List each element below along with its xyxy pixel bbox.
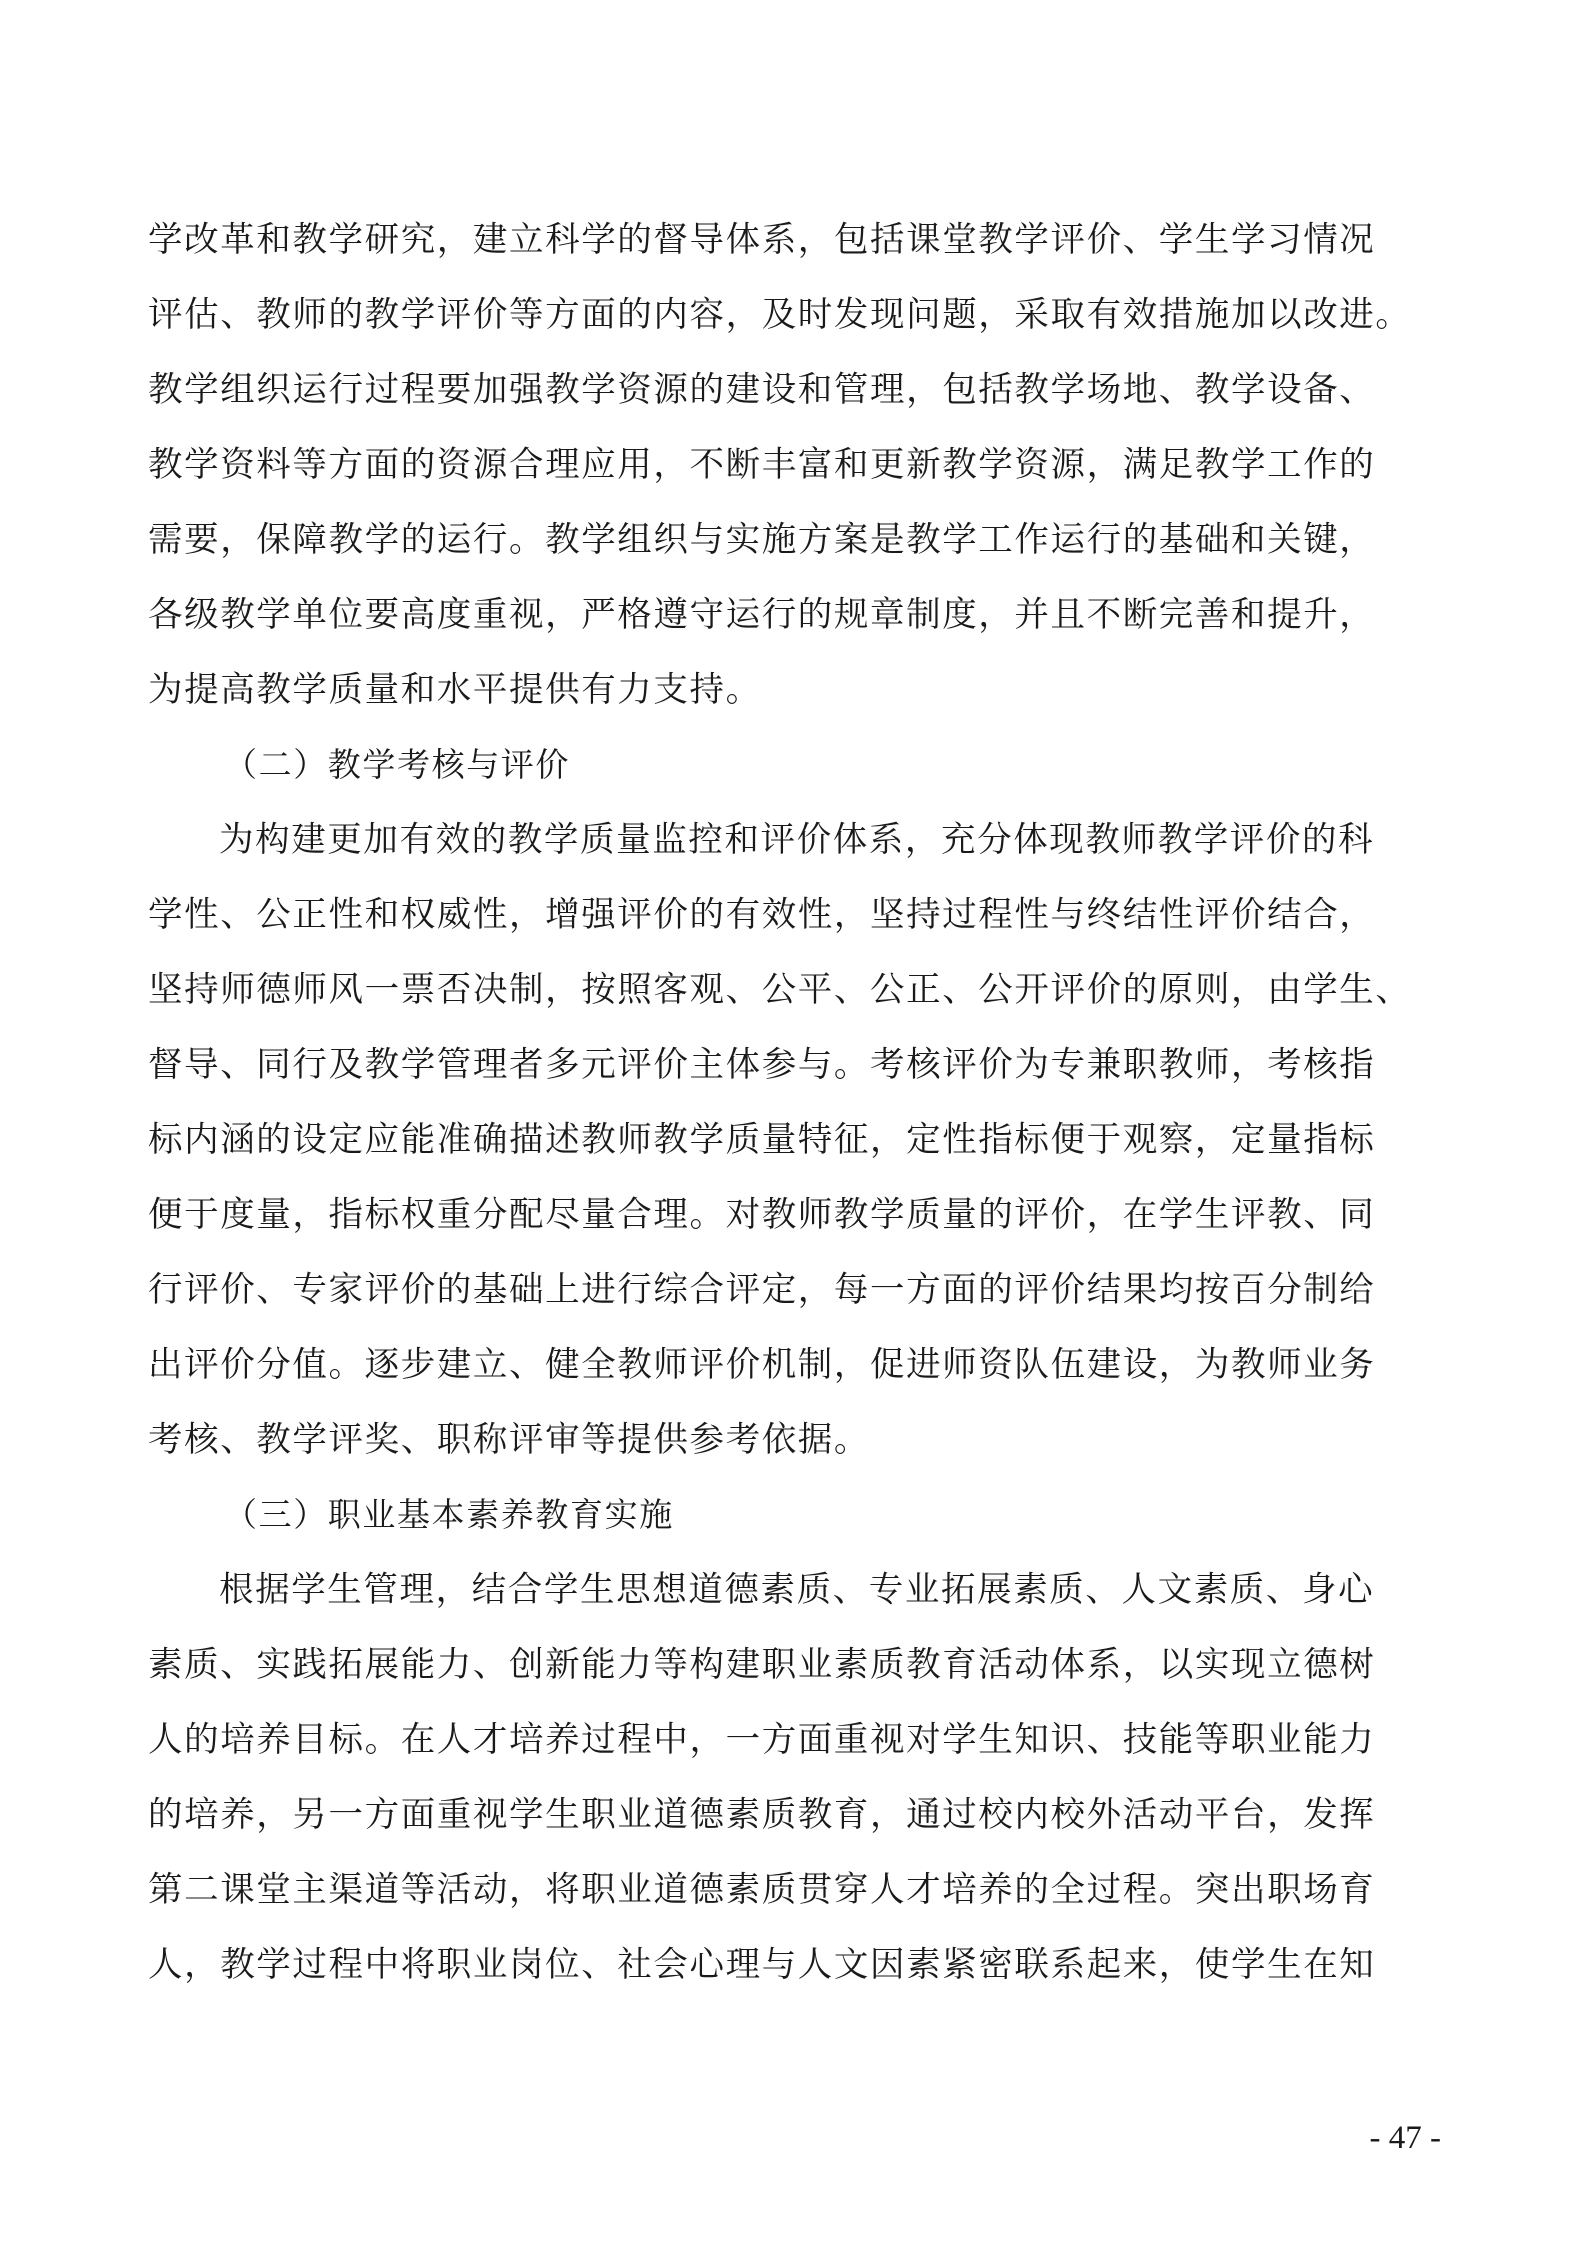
paragraph-line: 考核、教学评奖、职称评审等提供参考依据。 xyxy=(148,1420,870,1460)
paragraph-line: 人的培养目标。在人才培养过程中，一方面重视对学生知识、技能等职业能力 xyxy=(148,1720,1376,1760)
section-heading: （三）职业基本素养教育实施 xyxy=(224,1495,674,1534)
paragraph-line: 督导、同行及教学管理者多元评价主体参与。考核评价为专兼职教师，考核指 xyxy=(148,1045,1376,1085)
paragraph-line: 学性、公正性和权威性，增强评价的有效性，坚持过程性与终结性评价结合， xyxy=(148,895,1376,935)
paragraph-line: 需要，保障教学的运行。教学组织与实施方案是教学工作运行的基础和关键， xyxy=(148,520,1376,560)
paragraph-line: 为构建更加有效的教学质量监控和评价体系，充分体现教师教学评价的科 xyxy=(219,820,1375,860)
paragraph-line: 学改革和教学研究，建立科学的督导体系，包括课堂教学评价、学生学习情况 xyxy=(148,220,1376,260)
paragraph-line: 根据学生管理，结合学生思想道德素质、专业拓展素质、人文素质、身心 xyxy=(219,1570,1375,1610)
paragraph-line: 行评价、专家评价的基础上进行综合评定，每一方面的评价结果均按百分制给 xyxy=(148,1270,1376,1310)
paragraph-line: 的培养，另一方面重视学生职业道德素质教育，通过校内校外活动平台，发挥 xyxy=(148,1795,1376,1835)
paragraph-line: 教学资料等方面的资源合理应用，不断丰富和更新教学资源，满足教学工作的 xyxy=(148,445,1376,485)
page-number: - 47 - xyxy=(1369,2120,1441,2156)
paragraph-line: 第二课堂主渠道等活动，将职业道德素质贯穿人才培养的全过程。突出职场育 xyxy=(148,1870,1376,1910)
paragraph-line: 人，教学过程中将职业岗位、社会心理与人文因素紧密联系起来，使学生在知 xyxy=(148,1945,1376,1985)
paragraph-line: 各级教学单位要高度重视，严格遵守运行的规章制度，并且不断完善和提升， xyxy=(148,595,1376,635)
paragraph-line: 出评价分值。逐步建立、健全教师评价机制，促进师资队伍建设，为教师业务 xyxy=(148,1345,1376,1385)
paragraph-line: 为提高教学质量和水平提供有力支持。 xyxy=(148,670,762,710)
paragraph-line: 教学组织运行过程要加强教学资源的建设和管理，包括教学场地、教学设备、 xyxy=(148,370,1376,410)
paragraph-line: 坚持师德师风一票否决制，按照客观、公平、公正、公开评价的原则，由学生、 xyxy=(148,970,1412,1010)
section-heading: （二）教学考核与评价 xyxy=(224,745,570,784)
paragraph-line: 便于度量，指标权重分配尽量合理。对教师教学质量的评价，在学生评教、同 xyxy=(148,1195,1376,1235)
paragraph-line: 评估、教师的教学评价等方面的内容，及时发现问题，采取有效措施加以改进。 xyxy=(148,295,1412,335)
paragraph-line: 标内涵的设定应能准确描述教师教学质量特征，定性指标便于观察，定量指标 xyxy=(148,1120,1376,1160)
paragraph-line: 素质、实践拓展能力、创新能力等构建职业素质教育活动体系，以实现立德树 xyxy=(148,1645,1376,1685)
